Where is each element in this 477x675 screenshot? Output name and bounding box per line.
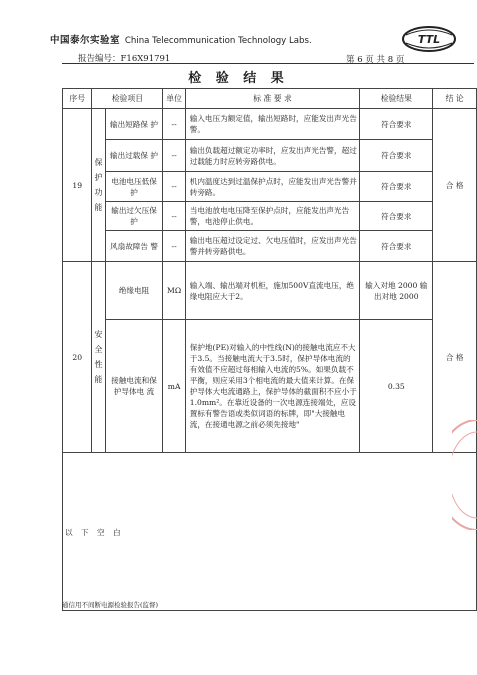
item-result: 符合要求: [360, 140, 433, 172]
table-row: [63, 262, 477, 320]
row-number: 19: [63, 109, 92, 262]
item-name: 接触电流和保护导体电 流: [105, 320, 163, 453]
item-name: 输出过载保 护: [105, 140, 163, 172]
page-title: 检 验 结 果: [188, 71, 289, 86]
logo-text: TTL: [417, 33, 441, 46]
ttl-logo: [400, 22, 458, 56]
org-name-cn: 中国泰尔实验室: [50, 35, 121, 46]
item-name: 绝缘电阻: [105, 262, 163, 320]
item-unit: MΩ: [163, 262, 185, 320]
table-header-row: [63, 89, 477, 109]
red-stamp: [452, 420, 477, 530]
item-name: 风扇故障告 警: [105, 231, 163, 262]
item-result: 符合要求: [360, 231, 433, 262]
page-info: 第 6 页 共 8 页: [346, 55, 405, 65]
item-requirement: 输入电压为额定值，输出短路时，应能发出声光告警。: [185, 109, 360, 140]
footer-text: 通信用不间断电源检验报告(监督): [62, 601, 159, 609]
category-cell: 安全性能: [92, 262, 105, 453]
table-row: [63, 231, 477, 262]
item-unit: --: [163, 172, 185, 202]
end-of-table-text: 以 下 空 白: [65, 528, 124, 537]
table-row: [63, 109, 477, 140]
report-number-value: F16X91791: [120, 54, 171, 64]
header-requirement: 标 准 要 求: [185, 89, 360, 109]
header-no: 序号: [63, 89, 92, 109]
header-result: 检验结果: [360, 89, 433, 109]
item-requirement: 输出电压超过设定过、欠电压值时，应发出声光告警并转旁路供电。: [185, 231, 360, 262]
table-row: [63, 453, 477, 611]
report-number-label: 报告编号：: [78, 54, 121, 64]
item-result: 输入对地 2000 输出对地 2000: [360, 262, 433, 320]
item-requirement: 输出负载超过额定功率时，应发出声光告警，超过过载能力时应转旁路供电。: [185, 140, 360, 172]
item-result: 符合要求: [360, 109, 433, 140]
item-unit: --: [163, 202, 185, 231]
item-name: 输出过欠压保 护: [105, 202, 163, 231]
table-row: [63, 320, 477, 453]
item-requirement: 保护地(PE)对输入的中性线(N)的接触电流应不大于3.5。当接触电流大于3.5时，保护导体电流的有效值不应超过每相输入电流的5%。如果负载不平衡，则应采用3个相电流的最大值来计算。在保护导体大电流通路上，保护导体的截面积不应小于1.0mm²。在靠近设备的一次电源连接端处，应设置标有警告语或类似词语的标牌，即"大接触电流，在接通电源之前必须先接地": [185, 320, 360, 453]
header-item: 检验项目: [92, 89, 163, 109]
end-cell: [63, 453, 477, 611]
item-result: 符合要求: [360, 172, 433, 202]
org-header: [50, 32, 312, 46]
header-unit: 单位: [163, 89, 185, 109]
item-requirement: 机内温度达到过温保护点时，应能发出声光告警并转旁路。: [185, 172, 360, 202]
header-divider: [62, 63, 474, 64]
conclusion-cell: 合 格: [433, 262, 477, 453]
header-conclusion: 结 论: [433, 89, 477, 109]
row-number: 20: [63, 262, 92, 453]
item-result: 0.35: [360, 320, 433, 453]
item-unit: mA: [163, 320, 185, 453]
table-row: [63, 172, 477, 202]
item-result: 符合要求: [360, 202, 433, 231]
item-requirement: 输入端、输出端对机柜，施加500V直流电压，绝缘电阻应大于2。: [185, 262, 360, 320]
table-row: [63, 140, 477, 172]
item-unit: --: [163, 140, 185, 172]
item-name: 输出短路保 护: [105, 109, 163, 140]
org-name-en: China Telecommunication Technology Labs.: [124, 36, 312, 46]
table-row: [63, 202, 477, 231]
results-table: [62, 88, 477, 611]
item-unit: --: [163, 109, 185, 140]
item-requirement: 当电池放电电压降至保护点时，应能发出声光告警，电池停止供电。: [185, 202, 360, 231]
item-unit: --: [163, 231, 185, 262]
conclusion-cell: 合 格: [433, 109, 477, 262]
category-cell: 保护功能: [92, 109, 105, 262]
item-name: 电池电压低保 护: [105, 172, 163, 202]
